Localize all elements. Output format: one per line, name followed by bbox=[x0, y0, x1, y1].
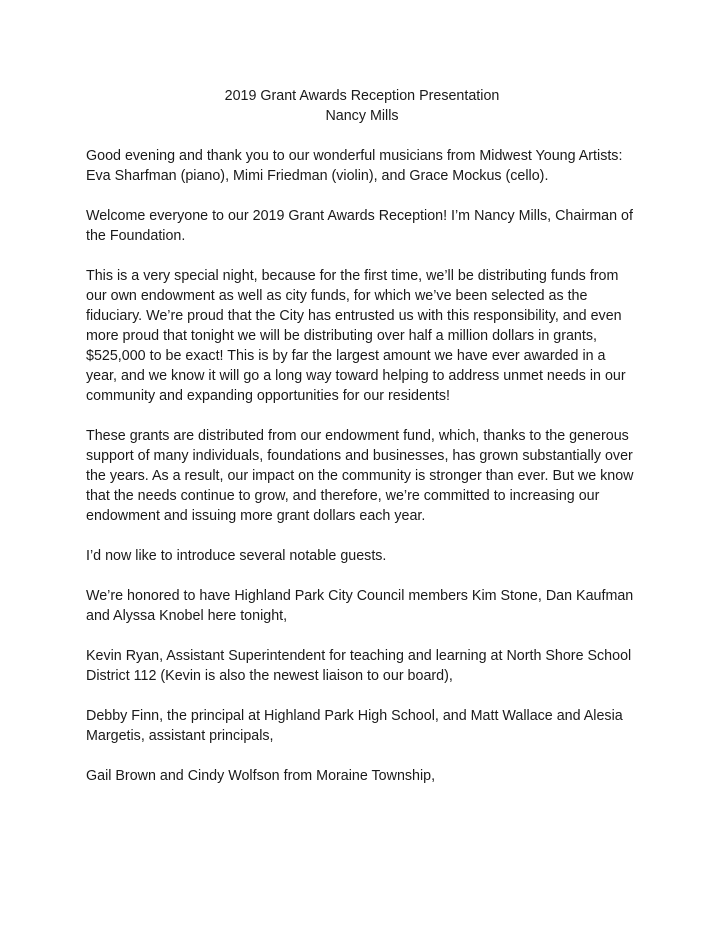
speaker-name: Nancy Mills bbox=[325, 108, 399, 124]
paragraph-welcome: Welcome everyone to our 2019 Grant Awards Reception! I’m Nancy Mills, Chairman of the Foundation. bbox=[86, 208, 633, 244]
paragraph-city-council: We’re honored to have Highland Park City Council members Kim Stone, Dan Kaufman and Alyssa Knobel here tonight, bbox=[86, 588, 634, 624]
paragraph-introduce-guests: I’d now like to introduce several notable guests. bbox=[86, 548, 387, 564]
paragraph-thanks-musicians: Good evening and thank you to our wonderful musicians from Midwest Young Artists: Eva Sharfman (piano), Mimi Friedman (violin), and Grace Mockus (cello). bbox=[86, 148, 623, 184]
paragraph-special-night: This is a very special night, because for the first time, we’ll be distributing funds from our own endowment as well as city funds, for which we’ve been selected as the fiduciary. We’re proud that the City has entrusted us with this responsibility, and even more proud that tonight we will be distributing over half a million dollars in grants, $525,000 to be exact! This is by far the largest amount we have ever awarded in a year, and we know it will go a long way toward helping to address unmet needs in our community and expanding opportunities for our residents! bbox=[86, 268, 626, 404]
document-title: 2019 Grant Awards Reception Presentation bbox=[224, 88, 500, 104]
document-body bbox=[86, 86, 638, 806]
paragraph-debby-finn: Debby Finn, the principal at Highland Park High School, and Matt Wallace and Alesia Margetis, assistant principals, bbox=[86, 708, 623, 744]
paragraph-endowment: These grants are distributed from our endowment fund, which, thanks to the generous support of many individuals, foundations and businesses, has grown substantially over the years. As a result, our impact on the community is stronger than ever. But we know that the needs continue to grow, and therefore, we’re committed to increasing our endowment and issuing more grant dollars each year. bbox=[86, 428, 634, 524]
paragraph-kevin-ryan: Kevin Ryan, Assistant Superintendent for teaching and learning at North Shore School District 112 (Kevin is also the newest liaison to our board), bbox=[86, 648, 632, 684]
paragraph-moraine-township: Gail Brown and Cindy Wolfson from Moraine Township, bbox=[86, 768, 436, 784]
title-block bbox=[86, 86, 638, 126]
